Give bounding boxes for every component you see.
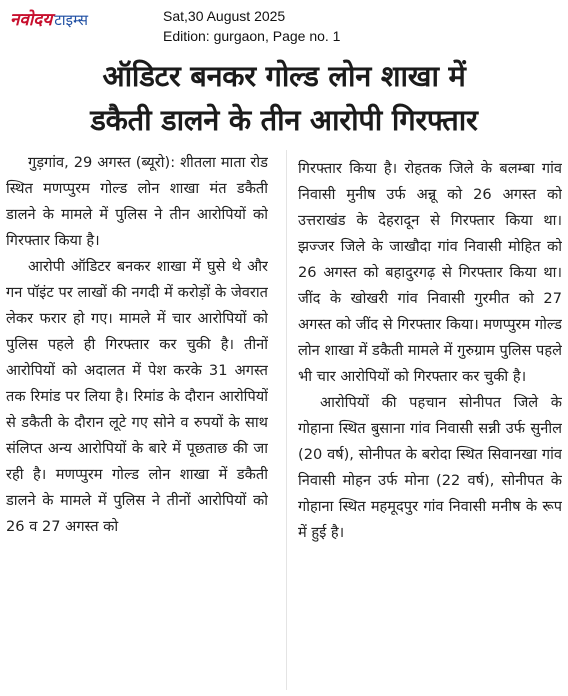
logo-sub-text: टाइम्स: [54, 11, 89, 29]
column-divider: [286, 150, 287, 690]
headline-line-1: ऑडिटर बनकर गोल्ड लोन शाखा में: [102, 59, 466, 93]
edition-info: [163, 6, 340, 46]
article-column-left: [6, 150, 268, 690]
newspaper-logo: [10, 7, 88, 30]
article-column-right: [298, 156, 562, 696]
publication-date: Sat,30 August 2025: [163, 8, 286, 24]
article-paragraph: आरोपी ऑडिटर बनकर शाखा में घुसे थे और गन पॉइंट पर लाखों की नगदी में करोड़ों के जेवरात लेकर फरार हो गए। मामले में चार आरोपियों को पुलिस पहले ही गिरफ्तार कर चुकी है। तीनों आरोपियों को अदालत में पेश करके 31 अगस्त तक रिमांड पर लिया है। रिमांड के दौरान आरोपियों से डकैती के दौरान लूटे गए सोने व रुपयों के साथ संलिप्त अन्य आरोपियों के बारे में पूछताछ की जा रही है। मणप्पुरम गोल्ड लोन शाखा में डकैती डालने के मामले में पुलिस ने तीनों आरोपियों को 26 व 27 अगस्त को: [6, 258, 268, 535]
headline-line-2: डकैती डालने के तीन आरोपी गिरफ्तार: [90, 103, 478, 137]
article-paragraph: आरोपियों की पहचान सोनीपत जिले के गोहाना स्थित बुसाना गांव निवासी सन्नी उर्फ सुनील (20 वर्ष), सोनीपत के बरोदा स्थित सिवानखा गांव निवासी मोहन उर्फ मोना (22 वर्ष), सोनीपत के गोहाना स्थित महमूदपुर गांव निवासी मनीष के रूप में हुई है।: [298, 394, 562, 541]
logo-main-text: नवोदय: [10, 10, 53, 30]
masthead: [0, 0, 568, 52]
article-headline: [0, 54, 568, 142]
article-paragraph: गिरफ्तार किया है। रोहतक जिले के बलम्बा गांव निवासी मुनीष उर्फ अन्नू को 26 अगस्त को उत्तराखंड के देहरादून से गिरफ्तार किया था। झज्जर जिले के जाखौदा गांव निवासी मोहित को 26 अगस्त को बहादुरगढ़ से गिरफ्तार किया था। जींद के खोखरी गांव निवासी गुरमीत को 27 अगस्त को जींद से गिरफ्तार किया। मणप्पुरम गोल्ड लोन शाखा में डकैती मामले में गुरुग्राम पुलिस पहले भी चार आरोपियों को गिरफ्तार कर चुकी है।: [298, 160, 562, 385]
article-paragraph: गुड़गांव, 29 अगस्त (ब्यूरो): शीतला माता रोड स्थित मणप्पुरम गोल्ड लोन शाखा मंत डकैती डालने के मामले में पुलिस ने तीन आरोपियों को गिरफ्तार किया है।: [6, 154, 268, 249]
edition-page: Edition: gurgaon, Page no. 1: [163, 28, 341, 44]
